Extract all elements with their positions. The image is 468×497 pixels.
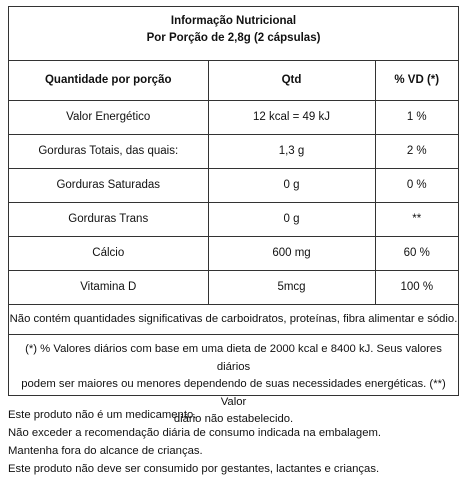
nutrient-name: Valor Energético: [9, 100, 208, 134]
warning-item: Este produto não é um medicamento.: [8, 409, 197, 421]
warning-item: Não exceder a recomendação diária de consumo indicada na embalagem.: [8, 427, 382, 439]
nutrient-amount: 5mcg: [208, 270, 375, 304]
nutrient-name: Gorduras Trans: [9, 202, 208, 236]
product-warnings: [8, 406, 460, 478]
label-title: Informação Nutricional: [170, 15, 297, 27]
nutrient-amount: 0 g: [208, 202, 375, 236]
table-row: [9, 134, 458, 168]
table-header-row: [9, 61, 458, 100]
nutrient-name: Cálcio: [9, 236, 208, 270]
nutrient-amount: 600 mg: [208, 236, 375, 270]
nutrient-name: Gorduras Totais, das quais:: [9, 134, 208, 168]
nutrient-amount: 1,3 g: [208, 134, 375, 168]
table-row: [9, 270, 458, 304]
nutrition-table: [9, 61, 458, 305]
column-header-quantity-per-serving: Quantidade por porção: [9, 61, 208, 100]
nutrient-daily-value: 100 %: [375, 270, 458, 304]
nutrient-daily-value: 60 %: [375, 236, 458, 270]
nutrient-daily-value: 1 %: [375, 100, 458, 134]
nutrient-daily-value: 2 %: [375, 134, 458, 168]
column-header-qtd: Qtd: [208, 61, 375, 100]
warning-item: Este produto não deve ser consumido por gestantes, lactantes e crianças.: [8, 463, 380, 475]
table-row: [9, 100, 458, 134]
label-header: [9, 7, 458, 61]
table-row: [9, 168, 458, 202]
nutrient-name: Gorduras Saturadas: [9, 168, 208, 202]
nutrient-amount: 12 kcal = 49 kJ: [208, 100, 375, 134]
insignificant-nutrients-note: Não contém quantidades significativas de carboidratos, proteínas, fibra alimentar e sódio.: [9, 304, 458, 335]
nutrient-name: Vitamina D: [9, 270, 208, 304]
table-row: [9, 236, 458, 270]
footnote-line: diário não estabelecido.: [173, 413, 294, 425]
footnote-line: podem ser maiores ou menores dependendo de suas necessidades energéticas. (**) Valor: [21, 378, 446, 408]
footnote-line: (*) % Valores diários com base em uma dieta de 2000 kcal e 8400 kJ. Seus valores diários: [25, 343, 442, 373]
column-header-daily-value: % VD (*): [375, 61, 458, 100]
nutrient-daily-value: 0 %: [375, 168, 458, 202]
serving-size: Por Porção de 2,8g (2 cápsulas): [146, 32, 321, 44]
warning-item: Mantenha fora do alcance de crianças.: [8, 445, 203, 457]
table-row: [9, 202, 458, 236]
nutrient-amount: 0 g: [208, 168, 375, 202]
nutrient-daily-value: **: [375, 202, 458, 236]
